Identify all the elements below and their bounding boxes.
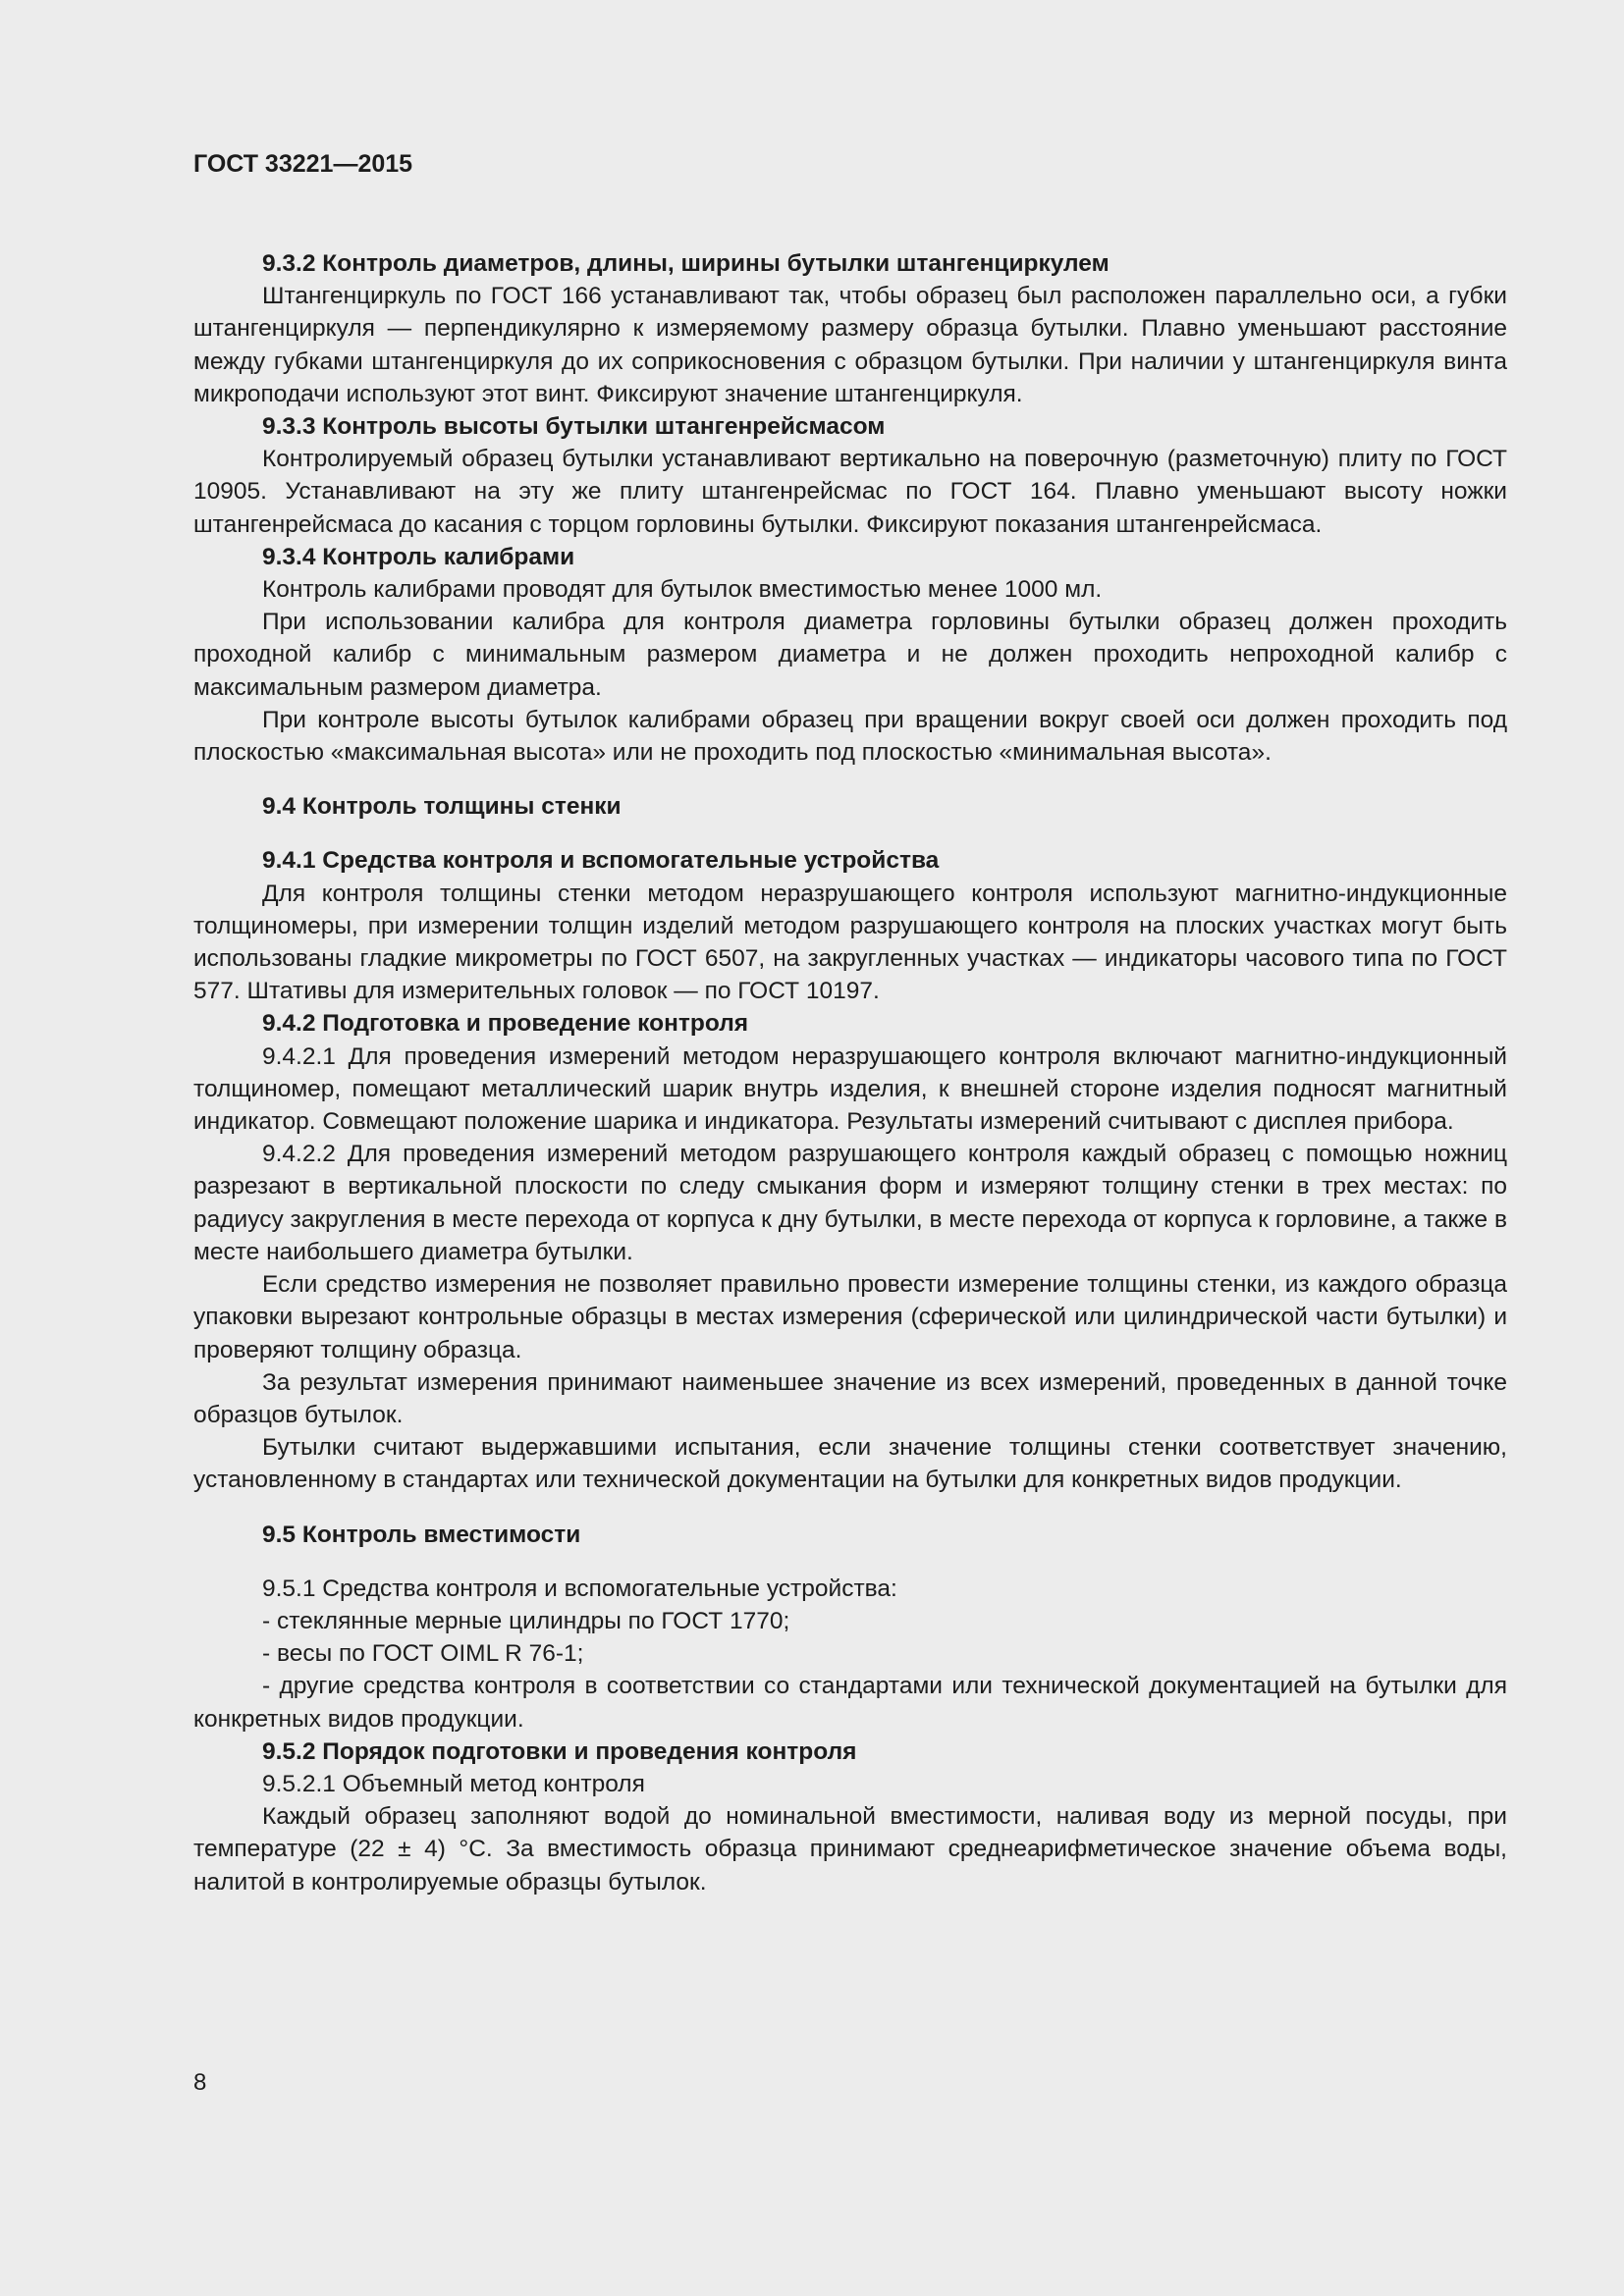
heading-9-3-3: 9.3.3 Контроль высоты бутылки штангенрейсмасом [262, 413, 886, 441]
paragraph: Для контроля толщины стенки методом неразрушающего контроля используют магнитно-индукционные толщиномеры, при измерении толщин изделий методом разрушающего контроля на плоских участках могут быть использованы гладкие микрометры по ГОСТ 6507, на закругленных участках — индикаторы часового типа по ГОСТ 577. Штативы для измерительных головок — по ГОСТ 10197. [193, 880, 1507, 1005]
paragraph: При контроле высоты бутылок калибрами образец при вращении вокруг своей оси должен проходить под плоскостью «максимальная высота» или не проходить под плоскостью «минимальная высота». [193, 706, 1507, 767]
heading-9-4: 9.4 Контроль толщины стенки [262, 793, 622, 821]
list-item: - другие средства контроля в соответствии со стандартами или технической документацией на бутылки для конкретных видов продукции. [193, 1673, 1507, 1733]
section-gap [193, 769, 1507, 790]
heading-9-4-2: 9.4.2 Подготовка и проведение контроля [262, 1010, 749, 1038]
section-gap [193, 1551, 1507, 1573]
paragraph: Контроль калибрами проводят для бутылок вместимостью менее 1000 мл. [262, 576, 1103, 604]
heading-9-4-1: 9.4.1 Средства контроля и вспомогательные устройства [262, 847, 940, 875]
paragraph: 9.5.2.1 Объемный метод контроля [262, 1770, 645, 1797]
heading-9-5: 9.5 Контроль вместимости [262, 1521, 581, 1548]
page-number: 8 [193, 2069, 207, 2096]
paragraph: 9.5.1 Средства контроля и вспомогательные устройства: [262, 1575, 897, 1602]
heading-9-5-2: 9.5.2 Порядок подготовки и проведения контроля [262, 1737, 857, 1765]
heading-9-3-2: 9.3.2 Контроль диаметров, длины, ширины бутылки штангенциркулем [262, 250, 1110, 277]
paragraph: 9.4.2.1 Для проведения измерений методом неразрушающего контроля включают магнитно-индукционный толщиномер, помещают металлический шарик внутрь изделия, к внешней стороне изделия подносят магнитный индикатор. Совмещают положение шарика и индикатора. Результаты измерений считывают с дисплея прибора. [193, 1042, 1507, 1136]
paragraph: Штангенциркуль по ГОСТ 166 устанавливают так, чтобы образец был расположен параллельно оси, а губки штангенциркуля — перпендикулярно к измеряемому размеру образца бутылки. Плавно уменьшают расстояние между губками штангенциркуля до их соприкосновения с образцом бутылки. При наличии у штангенциркуля винта микроподачи используют этот винт. Фиксируют значение штангенциркуля. [193, 283, 1507, 407]
paragraph: При использовании калибра для контроля диаметра горловины бутылки образец должен проходить проходной калибр с минимальным размером диаметра и не должен проходить непроходной калибр с максимальным размером диаметра. [193, 609, 1507, 701]
paragraph: За результат измерения принимают наименьшее значение из всех измерений, проведенных в данной точке образцов бутылок. [193, 1368, 1507, 1428]
paragraph: Если средство измерения не позволяет правильно провести измерение толщины стенки, из каждого образца упаковки вырезают контрольные образцы в местах измерения (сферической или цилиндрической части бутылки) и проверяют толщину образца. [193, 1271, 1507, 1363]
document-body [193, 247, 1507, 1898]
section-gap [193, 1497, 1507, 1519]
section-gap [193, 823, 1507, 844]
paragraph: Каждый образец заполняют водой до номинальной вместимости, наливая воду из мерной посуды, при температуре (22 ± 4) °С. За вместимость образца принимают среднеарифметическое значение объема воды, налитой в контролируемые образцы бутылок. [193, 1803, 1507, 1896]
paragraph: Контролируемый образец бутылки устанавливают вертикально на поверочную (разметочную) плиту по ГОСТ 10905. Устанавливают на эту же плиту штангенрейсмас по ГОСТ 164. Плавно уменьшают высоту ножки штангенрейсмаса до касания с торцом горловины бутылки. Фиксируют показания штангенрейсмаса. [193, 446, 1507, 538]
list-item: - стеклянные мерные цилиндры по ГОСТ 1770; [262, 1607, 790, 1634]
heading-9-3-4: 9.3.4 Контроль калибрами [262, 543, 575, 570]
paragraph: Бутылки считают выдержавшими испытания, если значение толщины стенки соответствует значению, установленному в стандартах или технической документации на бутылки для конкретных видов продукции. [193, 1434, 1507, 1494]
list-item: - весы по ГОСТ OIML R 76-1; [262, 1640, 584, 1668]
paragraph: 9.4.2.2 Для проведения измерений методом разрушающего контроля каждый образец с помощью ножниц разрезают в вертикальной плоскости по следу смыкания форм и измеряют толщину стенки в трех местах: по радиусу закругления в месте перехода от корпуса к дну бутылки, в месте перехода от корпуса к горловине, а также в месте наибольшего диаметра бутылки. [193, 1141, 1507, 1265]
document-page [193, 147, 1507, 1898]
document-id: ГОСТ 33221—2015 [193, 150, 413, 178]
